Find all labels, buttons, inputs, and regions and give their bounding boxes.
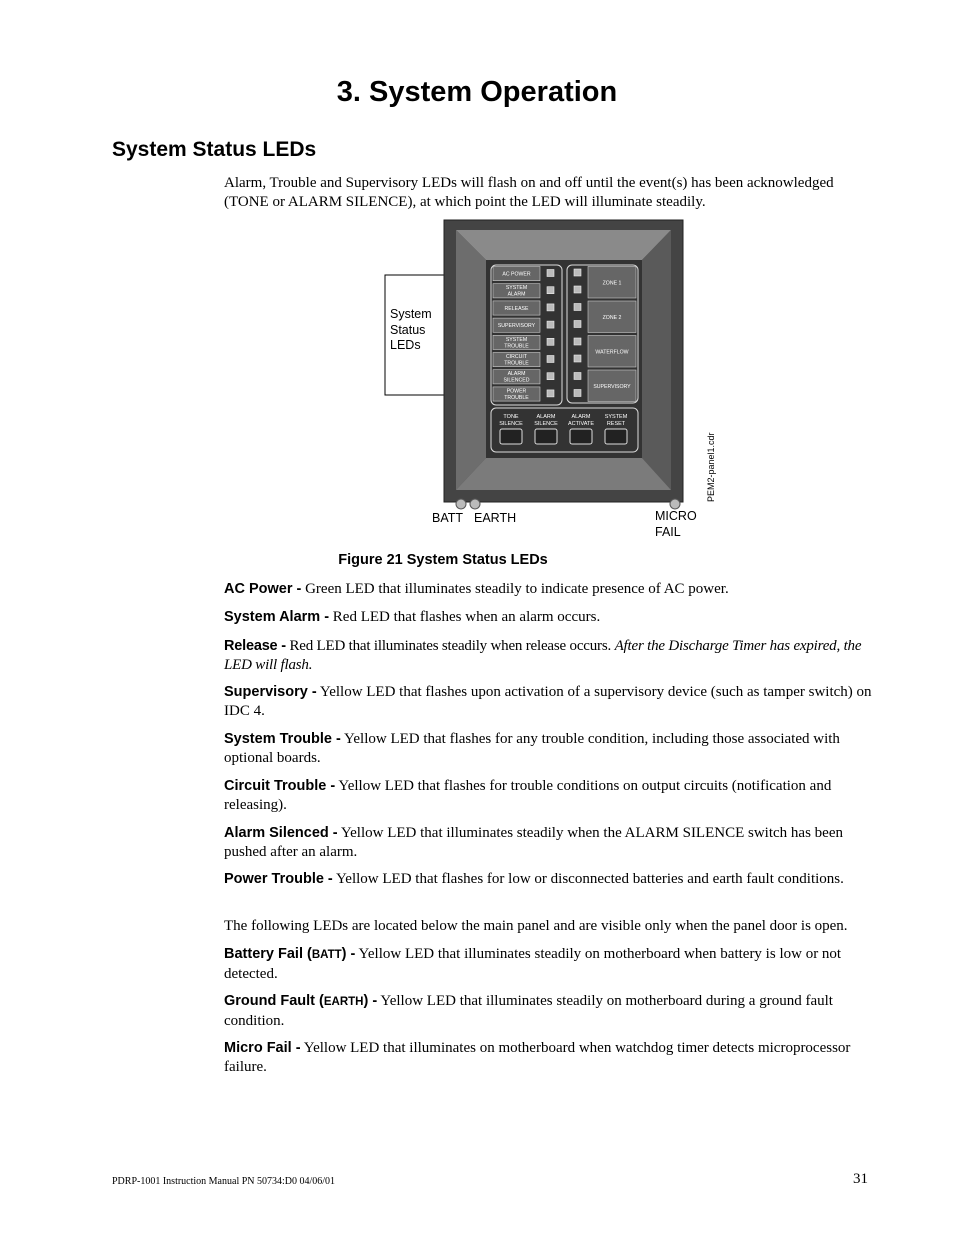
led-label-text: RELEASE — [504, 306, 529, 312]
led-label-text: POWER — [506, 388, 527, 395]
desc-release: Release - Red LED that illuminates steadily when release occurs. After the Discharge Timer has expired, the LED will flash. — [224, 638, 862, 673]
desc-power-trouble: Power Trouble - Yellow LED that flashes for low or disconnected batteries and earth fault conditions. — [224, 871, 844, 887]
led-label-text: ALARM — [507, 291, 526, 298]
button-label-text: RESET — [606, 421, 626, 427]
zone-label-text: ZONE 1 — [602, 280, 622, 287]
desc-ac-power: AC Power - Green LED that illuminates steadily to indicate presence of AC power. — [224, 581, 729, 597]
led-label-text: SUPERVISORY — [497, 323, 536, 330]
desc-system-trouble: System Trouble - Yellow LED that flashes for any trouble condition, including those associated with optional boards. — [224, 731, 840, 766]
led-label-text: TROUBLE — [504, 360, 529, 367]
led-label-text: AC POWER — [502, 271, 531, 278]
callout-label: System Status LEDs — [390, 307, 432, 352]
file-tag: PEM2-panel1.cdr — [706, 432, 716, 502]
below-panel-intro: The following LEDs are located below the main panel and are visible only when the panel door is open. — [224, 918, 848, 934]
desc-battery-fail: Battery Fail (BATT) - Yellow LED that illuminates steadily on motherboard when battery is low or not detected. — [224, 946, 842, 982]
button-label-text: SYSTEM — [604, 414, 628, 420]
batt-label: BATT — [432, 511, 464, 525]
figure-caption: Figure 21 System Status LEDs — [338, 552, 548, 568]
desc-circuit-trouble: Circuit Trouble - Yellow LED that flashes for trouble conditions on output circuits (notification and releasing). — [224, 778, 832, 813]
intro-paragraph: Alarm, Trouble and Supervisory LEDs will flash on and off until the event(s) has been acknowledged (TONE or ALARM SILENCE), at which point the LED will illuminate steadily. — [224, 175, 834, 210]
led-label-text: TROUBLE — [504, 343, 529, 350]
desc-micro-fail: Micro Fail - Yellow LED that illuminates on motherboard when watchdog timer detects microprocessor failure. — [224, 1040, 851, 1075]
button-label-text: TONE — [503, 414, 519, 420]
button-label-text: ALARM — [571, 414, 591, 420]
led-label-text: SYSTEM — [505, 285, 528, 292]
batt-led — [456, 499, 466, 509]
led-label-text: TROUBLE — [504, 394, 529, 401]
desc-supervisory: Supervisory - Yellow LED that flashes upon activation of a supervisory device (such as tamper switch) on IDC 4. — [224, 684, 872, 719]
button-label-text: ACTIVATE — [567, 421, 595, 427]
button-label-text: SILENCE — [534, 421, 558, 427]
button-label-text: SILENCE — [499, 421, 523, 427]
zone-label-text: ZONE 2 — [602, 314, 622, 321]
earth-led — [470, 499, 480, 509]
page-number: 31 — [853, 1171, 868, 1187]
zone-label-text: SUPERVISORY — [593, 383, 631, 390]
led-label-text: CIRCUIT — [505, 354, 528, 360]
zone-label-text: WATERFLOW — [595, 349, 629, 356]
footer: PDRP-1001 Instruction Manual PN 50734:D0 04/06/01 — [112, 1176, 336, 1187]
earth-label: EARTH — [474, 511, 517, 525]
section-heading: System Status LEDs — [112, 138, 317, 161]
desc-alarm-silenced: Alarm Silenced - Yellow LED that illuminates steadily when the ALARM SILENCE switch has been pushed after an alarm. — [224, 825, 843, 860]
page-title: 3. System Operation — [336, 76, 618, 108]
button-label-text: ALARM — [536, 414, 556, 420]
micro-fail-led — [670, 499, 680, 509]
desc-system-alarm: System Alarm - Red LED that flashes when an alarm occurs. — [224, 609, 601, 625]
led-label-text: ALARM — [507, 371, 526, 378]
led-label-text: SILENCED — [503, 377, 530, 384]
desc-ground-fault: Ground Fault (EARTH) - Yellow LED that illuminates steadily on motherboard during a ground fault condition. — [224, 993, 833, 1029]
micro-fail-label: MICRO FAIL — [655, 509, 697, 539]
led-label-text: SYSTEM — [505, 336, 528, 343]
